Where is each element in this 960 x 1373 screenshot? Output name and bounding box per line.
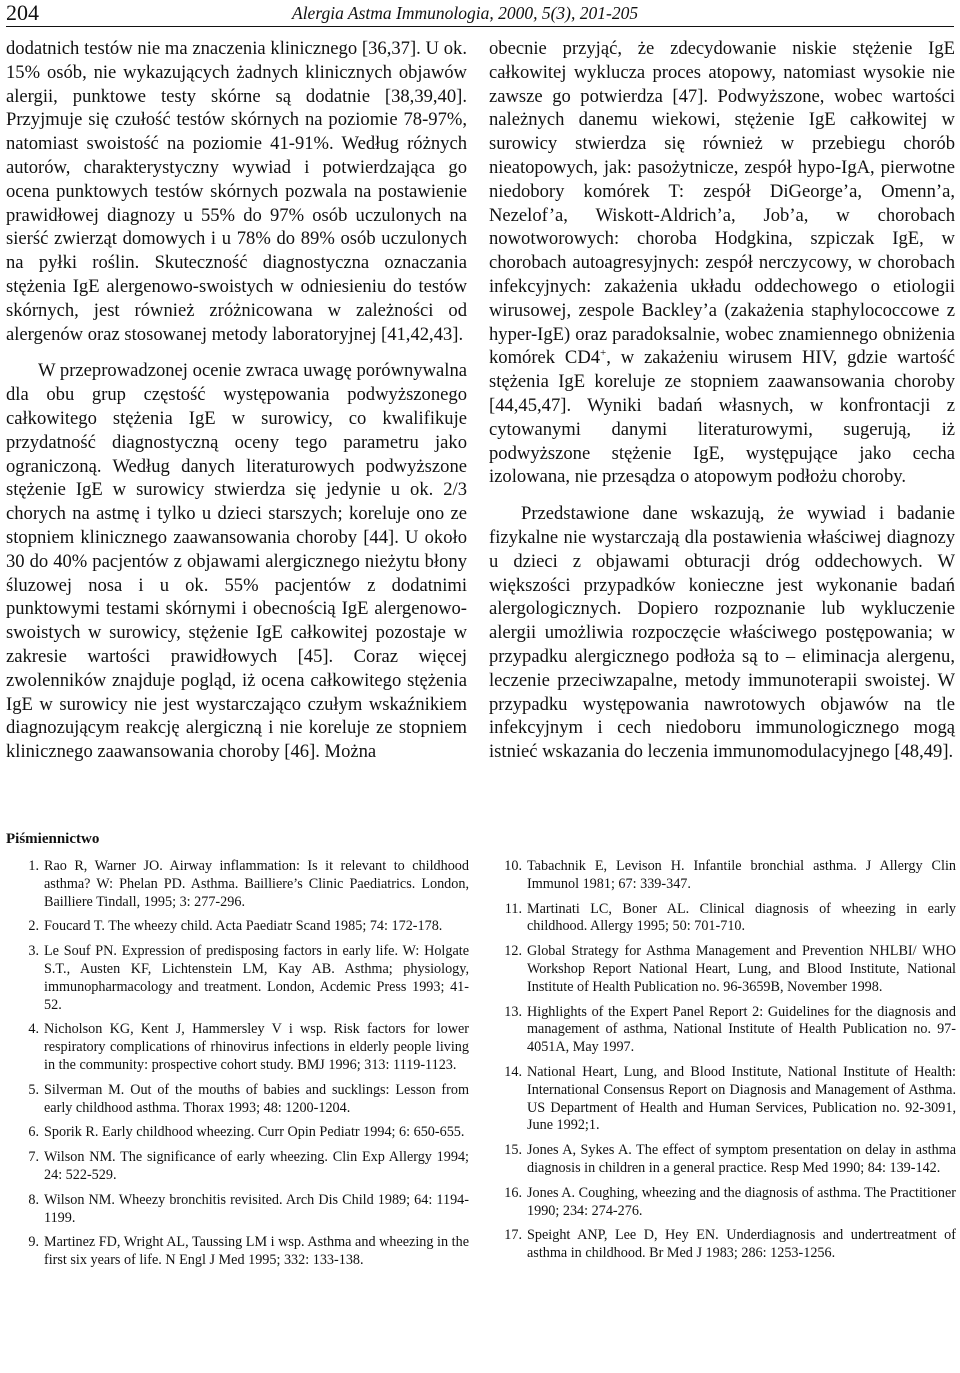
reference-item [496, 1064, 956, 1135]
reference-text: Global Strategy for Asthma Management and Prevention NHLBI/ WHO Workshop Report National Heart, Lung, and Blood Institute, National Institute of Health Publication no. 96-3659B, November 1998. [527, 943, 956, 995]
reference-number: 17. [504, 1227, 522, 1244]
left-paragraph-1: dodatnich testów nie ma znaczenia klinicznego [36,37]. U ok. 15% osób, nie wykazujących żadnych klinicznych objawów alergii, punktowe testy skórne są dodatnie [38,39,40]. Przyjmuje się czułość testów skórnych na poziomie 78-97%, natomiast swoistość na poziomie 41-91%. Według różnych autorów, charakterystyczny wywiad i potwierdzająca go ocena punktowych testów skórnych pozwala na postawienie prawidłowej diagnozy u 55% do 97% osób uczulonych na sierść zwierząt domowych i u 78% do 89% osób uczulonych na pyłki roślin. Skuteczność diagnostyczna oznaczania stężenia IgE alergenowo-swoistych w odniesieniu do testów skórnych, jest również zróżnicowana w zależności od alergenów oraz stosowanej metody laboratoryjnej [41,42,43]. [6, 38, 467, 345]
reference-text: Jones A. Coughing, wheezing and the diagnosis of asthma. The Practitioner 1990; 234: 274-276. [527, 1184, 956, 1219]
reference-item [13, 1124, 469, 1142]
right-paragraph-1 [489, 37, 955, 489]
reference-number: 3. [28, 943, 39, 960]
reference-item [496, 1227, 956, 1263]
reference-text: Nicholson KG, Kent J, Hammersley V i wsp. Risk factors for lower respiratory complications of rhinovirus infections in elderly people living in the community: prospective cohort study. BMJ 1996; 313: 1119-1123. [44, 1021, 469, 1073]
reference-number: 2. [28, 918, 39, 935]
reference-number: 4. [28, 1021, 39, 1038]
reference-text: Wilson NM. Wheezy bronchitis revisited. Arch Dis Child 1989; 64: 1194-1199. [44, 1191, 469, 1226]
reference-text: Speight ANP, Lee D, Hey EN. Underdiagnosis and undertreatment of asthma in childhood. Br Med J 1983; 286: 1253-1256. [527, 1227, 956, 1262]
reference-item [13, 1021, 469, 1074]
reference-item [13, 943, 469, 1014]
reference-text: Wilson NM. The significance of early wheezing. Clin Exp Allergy 1994; 24: 522-529. [44, 1149, 469, 1183]
reference-item [496, 1142, 956, 1178]
reference-number: 10. [504, 858, 522, 874]
reference-number: 5. [28, 1081, 39, 1098]
right-paragraph-1-part-a: obecnie przyjąć, że zdecydowanie niskie stężenie IgE całkowitej wyklucza proces atopowy, natomiast wysokie nie zawsze go potwierdza [47]. Podwyższone, wobec wartości należnych danemu wiekowi, stężenie IgE całkowitej w surowicy stwierdza się również w przebiegu chorób nieatopowych, jak: pasożytnicze, zespół hypo-IgA, pierwotne niedobory komórek T: zespół DiGeorge’a, Omenn’a, Nezelof’a, Wiskott-Aldrich’a, Job’a, w chorobach nowotworowych: choroba Hodgkina, szpiczak IgE, w chorobach autoagresyjnych: zespół nerczycowy, w chorobach infekcyjnych: zakażenia układu oddechowego o etiologii wirusowej, zespole Backley’a (zakażenia staphylococcowe z hyper-IgE) oraz paradoksalnie, wobec znamiennego obniżenia komórek CD4 [489, 38, 955, 369]
right-text-column [489, 37, 955, 764]
references-list-right [496, 858, 956, 1270]
reference-number: 15. [504, 1142, 522, 1159]
reference-item [496, 901, 956, 937]
reference-number: 12. [504, 943, 522, 960]
reference-item [496, 1004, 956, 1057]
reference-text: National Heart, Lung, and Blood Institute, National Institute of Health: International Consensus Report on Diagnosis and Management of Asthma. US Department of Health and Human Services, Publication no. 92-3091, June 1992;1. [527, 1063, 956, 1134]
reference-number: 6. [28, 1124, 39, 1141]
journal-citation: Alergia Astma Immunologia, 2000, 5(3), 201-205 [292, 3, 639, 23]
reference-text: Silverman M. Out of the mouths of babies and sucklings: Lesson from early childhood asthma. Thorax 1993; 48: 1200-1204. [44, 1081, 469, 1116]
reference-item [13, 1234, 469, 1270]
reference-number: 11. [504, 900, 522, 917]
reference-number: 1. [28, 858, 39, 874]
reference-number: 13. [504, 1003, 522, 1020]
header-rule [6, 26, 954, 27]
references-list-left [13, 858, 469, 1277]
left-text-column [6, 37, 467, 764]
reference-number: 16. [504, 1184, 522, 1201]
reference-text: Jones A, Sykes A. The effect of symptom presentation on delay in asthma diagnosis in children in a general practice. Resp Med 1990; 84: 139-142. [527, 1142, 956, 1176]
reference-item [13, 1149, 469, 1185]
right-paragraph-2: Przedstawione dane wskazują, że wywiad i badanie fizykalne nie wystarczają dla postawienia właściwej diagnozy u dzieci z objawami obturacji dróg oddechowych. W większości przypadków konieczne jest wykonanie badań alergologicznych. Dopiero rozpoznanie lub wykluczenie alergii umożliwia rozpoczęcie właściwego postępowania; w przypadku alergicznego podłoża są to – eliminacja alergenu, leczenie przeciwzapalne, metody immunoterapii swoistej. W przypadku występowania nawrotowych objawów na tle infekcyjnym i cech niedoboru immunologicznego mogą istnieć wskazania do leczenia immunomodulacyjnego [48,49]. [489, 503, 955, 763]
reference-text: Martinez FD, Wright AL, Taussing LM i wsp. Asthma and wheezing in the first six years of life. N Engl J Med 1995; 332: 133-138. [44, 1234, 469, 1269]
reference-item [13, 1192, 469, 1228]
reference-number: 8. [28, 1191, 39, 1208]
reference-text: Highlights of the Expert Panel Report 2: Guidelines for the diagnosis and management of asthma, National Institute of Health Publication no. 97-4051A, May 1997. [527, 1003, 956, 1056]
references-heading: Piśmiennictwo [6, 831, 100, 847]
page-header [6, 0, 954, 26]
reference-item [13, 858, 469, 911]
reference-text: Tabachnik E, Levison H. Infantile bronchial asthma. J Allergy Clin Immunol 1981; 67: 339-347. [527, 858, 956, 892]
reference-number: 7. [28, 1149, 39, 1166]
reference-text: Martinati LC, Boner AL. Clinical diagnosis of wheezing in early childhood. Allergy 1995; 50: 701-710. [527, 900, 956, 935]
reference-text: Rao R, Warner JO. Airway inflammation: Is it relevant to childhood asthma? W: Phelan PD. Asthma. Bailliere’s Clinic Paediatrics. London, Bailliere Tindall, 1995; 3: 277-296. [44, 858, 469, 910]
reference-number: 9. [28, 1234, 39, 1251]
reference-text: Le Souf PN. Expression of predisposing factors in early life. W: Holgate S.T., Austen KF, Lichtenstein LM, Kay AB. Asthma; physiology, immunopharmacology and treatment. London, Acdemic Press 1993; 41-52. [44, 943, 469, 1013]
reference-item [496, 943, 956, 996]
reference-item [496, 858, 956, 894]
reference-item [13, 918, 469, 936]
cd4-superscript: + [600, 347, 607, 360]
page-number: 204 [6, 0, 39, 25]
reference-item [13, 1082, 469, 1118]
reference-text: Sporik R. Early childhood wheezing. Curr Opin Pediatr 1994; 6: 650-655. [44, 1124, 465, 1141]
left-paragraph-2: W przeprowadzonej ocenie zwraca uwagę porównywalna dla obu grup częstość występowania podwyższonego całkowitego stężenia IgE w surowicy, co kwalifikuje przydatność diagnostyczną oceny tego parametru jako ograniczoną. Według danych literaturowych podwyższone stężenie IgE w surowicy stwierdza się jedynie u ok. 2/3 chorych na astmę i tylko u dzieci starszych; koreluje ono ze stopniem klinicznego zaawansowania choroby [44]. U około 30 do 40% pacjentów z objawami alergicznego nieżytu błony śluzowej nosa i u ok. 55% pacjentów z dodatnimi punktowymi testami skórnymi i obecnością IgE alergenowo-swoistych w surowicy, stężenie IgE całkowitej pozostaje w zakresie wartości prawidłowych [45]. Coraz więcej zwolenników znajduje pogląd, iż ocena całkowitego stężenia IgE w surowicy nie jest wystarczająco czułym wskaźnikiem diagnozującym reakcję alergiczną i nie koreluje ze stopniem klinicznego zaawansowania choroby [46]. Można [6, 360, 467, 763]
right-paragraph-1-part-b: , w zakażeniu wirusem HIV, gdzie wartość stężenia IgE koreluje ze stopniem zaawansowania choroby [44,45,47]. Wyniki badań własnych, w konfrontacji z cytowanymi danymi literaturowymi, sugerują, iż podwyższone stężenie IgE, występujące jako cecha izolowana, nie przesądza o atopowym podłożu choroby. [489, 347, 955, 488]
reference-text: Foucard T. The wheezy child. Acta Paediatr Scand 1985; 74: 172-178. [44, 918, 443, 935]
reference-item [496, 1185, 956, 1221]
reference-number: 14. [504, 1063, 522, 1080]
